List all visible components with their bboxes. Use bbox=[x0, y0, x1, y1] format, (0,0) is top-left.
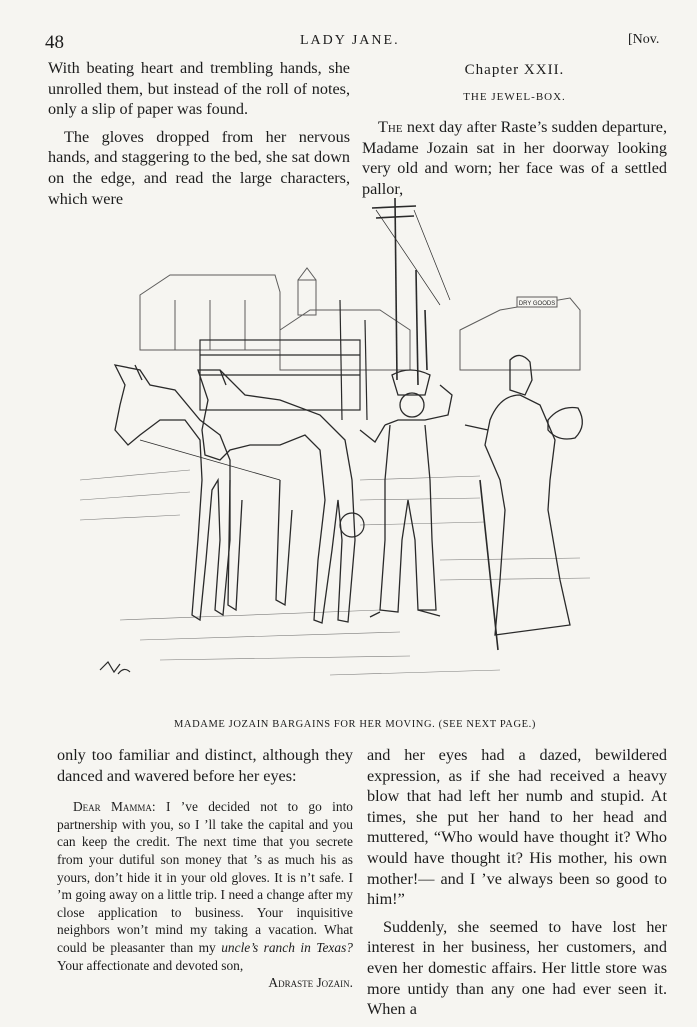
issue-month: [Nov. bbox=[628, 32, 660, 47]
paragraph: only too familiar and distinct, although they danced and wavered before her eyes: bbox=[57, 746, 353, 785]
dry-goods-sign: DRY GOODS bbox=[518, 301, 556, 307]
paragraph-text: next day after Raste’s sudden departure, Madame Jozain sat in her doorway looking very old and worn; her face was of a settled pallor, bbox=[362, 118, 667, 198]
telegraph-poles-drawing bbox=[372, 198, 450, 385]
paragraph: With beating heart and trembling hands, she unrolled them, but instead of the roll of notes, only a slip of paper was found. bbox=[48, 59, 350, 119]
paragraph: The gloves dropped from her nervous hands, and staggering to the bed, she sat down on the edge, and read the large characters, which were bbox=[48, 127, 350, 208]
paragraph: Suddenly, she seemed to have lost her interest in her business, her customers, and even her domestic affairs. Her little store was more untidy than any one had ever seen it. When a bbox=[367, 917, 667, 1019]
running-title: LADY JANE. bbox=[300, 33, 400, 48]
left-column-bottom bbox=[57, 745, 353, 992]
letter-italic: uncle’s ranch in Texas? bbox=[221, 939, 353, 955]
illustration bbox=[80, 180, 608, 700]
illustration-caption: MADAME JOZAIN BARGAINS FOR HER MOVING. (SEE NEXT PAGE.) bbox=[173, 719, 536, 730]
cart-drawing bbox=[200, 300, 367, 537]
lead-word: The bbox=[378, 118, 403, 137]
page-number: 48 bbox=[45, 32, 64, 53]
letter-body: I ’ve decided not to go into partnership with you, so I ’ll take the capital and you can keep the credit. The next time that you secrete from your dutiful son money that ’s as much his as yours, don’t hide it in your old gloves. It is n’t safe. I ’m going away on a little trip. I need a change after my close application to business. Your inquisitive neighbors won’t mind my taking a vacation. What could be pleasanter than my bbox=[57, 799, 353, 955]
letter-signature: Adraste Jozain. bbox=[268, 975, 353, 991]
artist-monogram bbox=[100, 662, 130, 674]
paragraph: and her eyes had a dazed, bewildered expression, as if she had received a heavy blow that had left her numb and stupid. At times, she put her hand to her head and muttered, “Who would have thought it? Who would have thought it? His mother, his own mother!— and I ’ve always been so good to him!” bbox=[367, 746, 667, 909]
right-column-bottom bbox=[367, 745, 667, 1027]
letter-closing: Your affectionate and devoted son, bbox=[57, 957, 244, 973]
mules-drawing bbox=[115, 365, 355, 623]
chapter-title: Chapter XXII. bbox=[464, 62, 565, 78]
letter-salutation: Dear Mamma: bbox=[73, 799, 156, 815]
letter-text bbox=[57, 798, 353, 974]
letter-block bbox=[57, 798, 353, 992]
ground-hatching-drawing bbox=[80, 470, 590, 675]
man-figure-drawing bbox=[360, 370, 452, 617]
woman-figure-drawing bbox=[465, 355, 582, 650]
chapter-subtitle: THE JEWEL-BOX. bbox=[463, 90, 566, 103]
